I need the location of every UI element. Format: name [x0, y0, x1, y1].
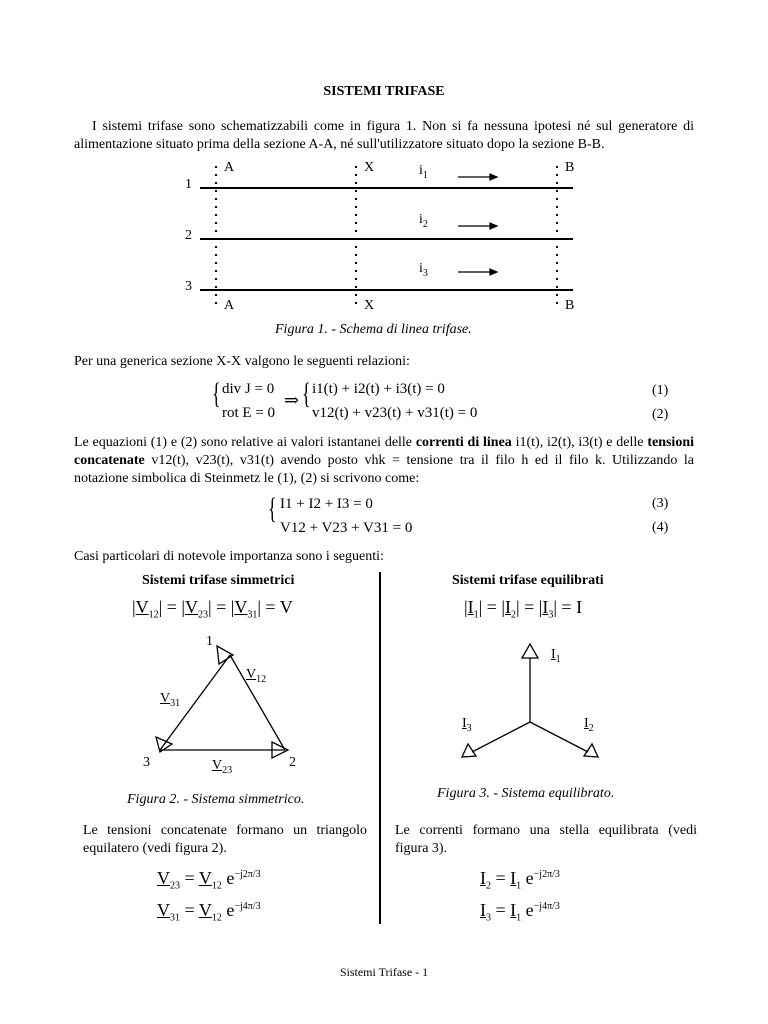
balanced-description: Le correnti formano una stella equilibrata (vedi figura 3).	[395, 823, 697, 856]
section-label-a-bottom: A	[224, 298, 235, 313]
v23-label: $V_{23}$	[212, 758, 233, 776]
brace-left: {	[212, 377, 221, 410]
i1-label: $I_1$	[551, 647, 561, 665]
figure-1-caption: Figura 1. - Schema di linea trifase.	[275, 322, 472, 337]
symmetric-description: Le tensioni concatenate formano un triangolo equilatero (vedi figura 2).	[83, 823, 367, 856]
eq1-number: (1)	[652, 383, 669, 398]
eq4-number: (4)	[652, 520, 669, 535]
wire-label-2: 2	[185, 228, 192, 243]
implies-arrow: ⇒	[284, 390, 300, 410]
symmetric-heading: Sistemi trifase simmetrici	[142, 573, 295, 588]
eq1-right: i1(t) + i2(t) + i3(t) = 0	[312, 381, 445, 397]
line-quantities-paragraph: Le equazioni (1) e (2) sono relative ai valori istantanei delle correnti di linea i1(t), i2(t), i3(t) e delle tensioni concatenate v12(t), v23(t), v31(t) avendo posto vhk = tensione tra il filo h ed il filo k. Utilizzando la notazione simbolica di Steinmetz le (1), (2) si scrivono come:	[74, 435, 694, 486]
i2-label: $I_2$	[584, 716, 594, 734]
vertex-label-2: 2	[289, 755, 296, 770]
v23-eq: $V_{23} = V_{12}$ $e^{-j2\pi/3}$	[157, 868, 261, 892]
eq2-right: v12(t) + v23(t) + v31(t) = 0	[312, 405, 478, 421]
i3-eq: $I_3 = I_1$ $e^{-j4\pi/3}$	[480, 900, 560, 924]
brace-right: {	[302, 377, 311, 410]
wire-label-1: 1	[185, 177, 192, 192]
special-cases-intro: Casi particolari di notevole importanza sono i seguenti:	[74, 549, 384, 564]
vertex-label-3: 3	[143, 755, 150, 770]
eq4: V12 + V23 + V31 = 0	[280, 520, 413, 536]
v31-label: $V_{31}$	[160, 691, 181, 709]
relations-intro: Per una generica sezione X-X valgono le seguenti relazioni:	[74, 354, 410, 369]
eq1-left: div J = 0	[222, 381, 275, 397]
page-footer: Sistemi Trifase - 1	[339, 965, 429, 979]
figure-2-caption: Figura 2. - Sistema simmetrico.	[127, 792, 305, 807]
eq2-number: (2)	[652, 407, 669, 422]
eq2-left: rot E = 0	[222, 405, 276, 421]
intro-paragraph: I sistemi trifase sono schematizzabili come in figura 1. Non si fa nessuna ipotesi né sul generatore di alimentazione situato prima della sezione A-A, né sull'utilizzatore situato dopo la sezione B-B.	[74, 119, 694, 152]
v12-label: $V_{12}$	[246, 667, 267, 685]
section-label-b-bottom: B	[565, 298, 575, 313]
figure-3-caption: Figura 3. - Sistema equilibrato.	[437, 786, 615, 801]
section-label-x-top: X	[364, 160, 375, 175]
eq3: I1 + I2 + I3 = 0	[280, 496, 373, 512]
i3-label: $I_3$	[462, 716, 472, 734]
page-title: SISTEMI TRIFASE	[323, 84, 445, 99]
wire-label-3: 3	[185, 279, 192, 294]
current-label-i3: $i_3$	[419, 261, 428, 279]
symmetric-magnitude-eq: $|V_{12}| = |V_{23}| = |V_{31}| = V$	[132, 597, 293, 621]
balanced-heading: Sistemi trifase equilibrati	[452, 573, 604, 588]
eq3-number: (3)	[652, 496, 669, 511]
section-label-x-bottom: X	[364, 298, 375, 313]
section-label-b-top: B	[565, 160, 575, 175]
i2-eq: $I_2 = I_1$ $e^{-j2\pi/3}$	[480, 868, 560, 892]
balanced-magnitude-eq: $|I_1| = |I_2| = |I_3| = I$	[464, 597, 583, 621]
current-label-i1: $i_1$	[419, 163, 428, 181]
current-label-i2: $i_2$	[419, 212, 428, 230]
v31-eq: $V_{31} = V_{12}$ $e^{-j4\pi/3}$	[157, 900, 261, 924]
vertex-label-1: 1	[206, 634, 213, 649]
brace-phasor: {	[268, 492, 277, 525]
section-label-a-top: A	[224, 160, 235, 175]
